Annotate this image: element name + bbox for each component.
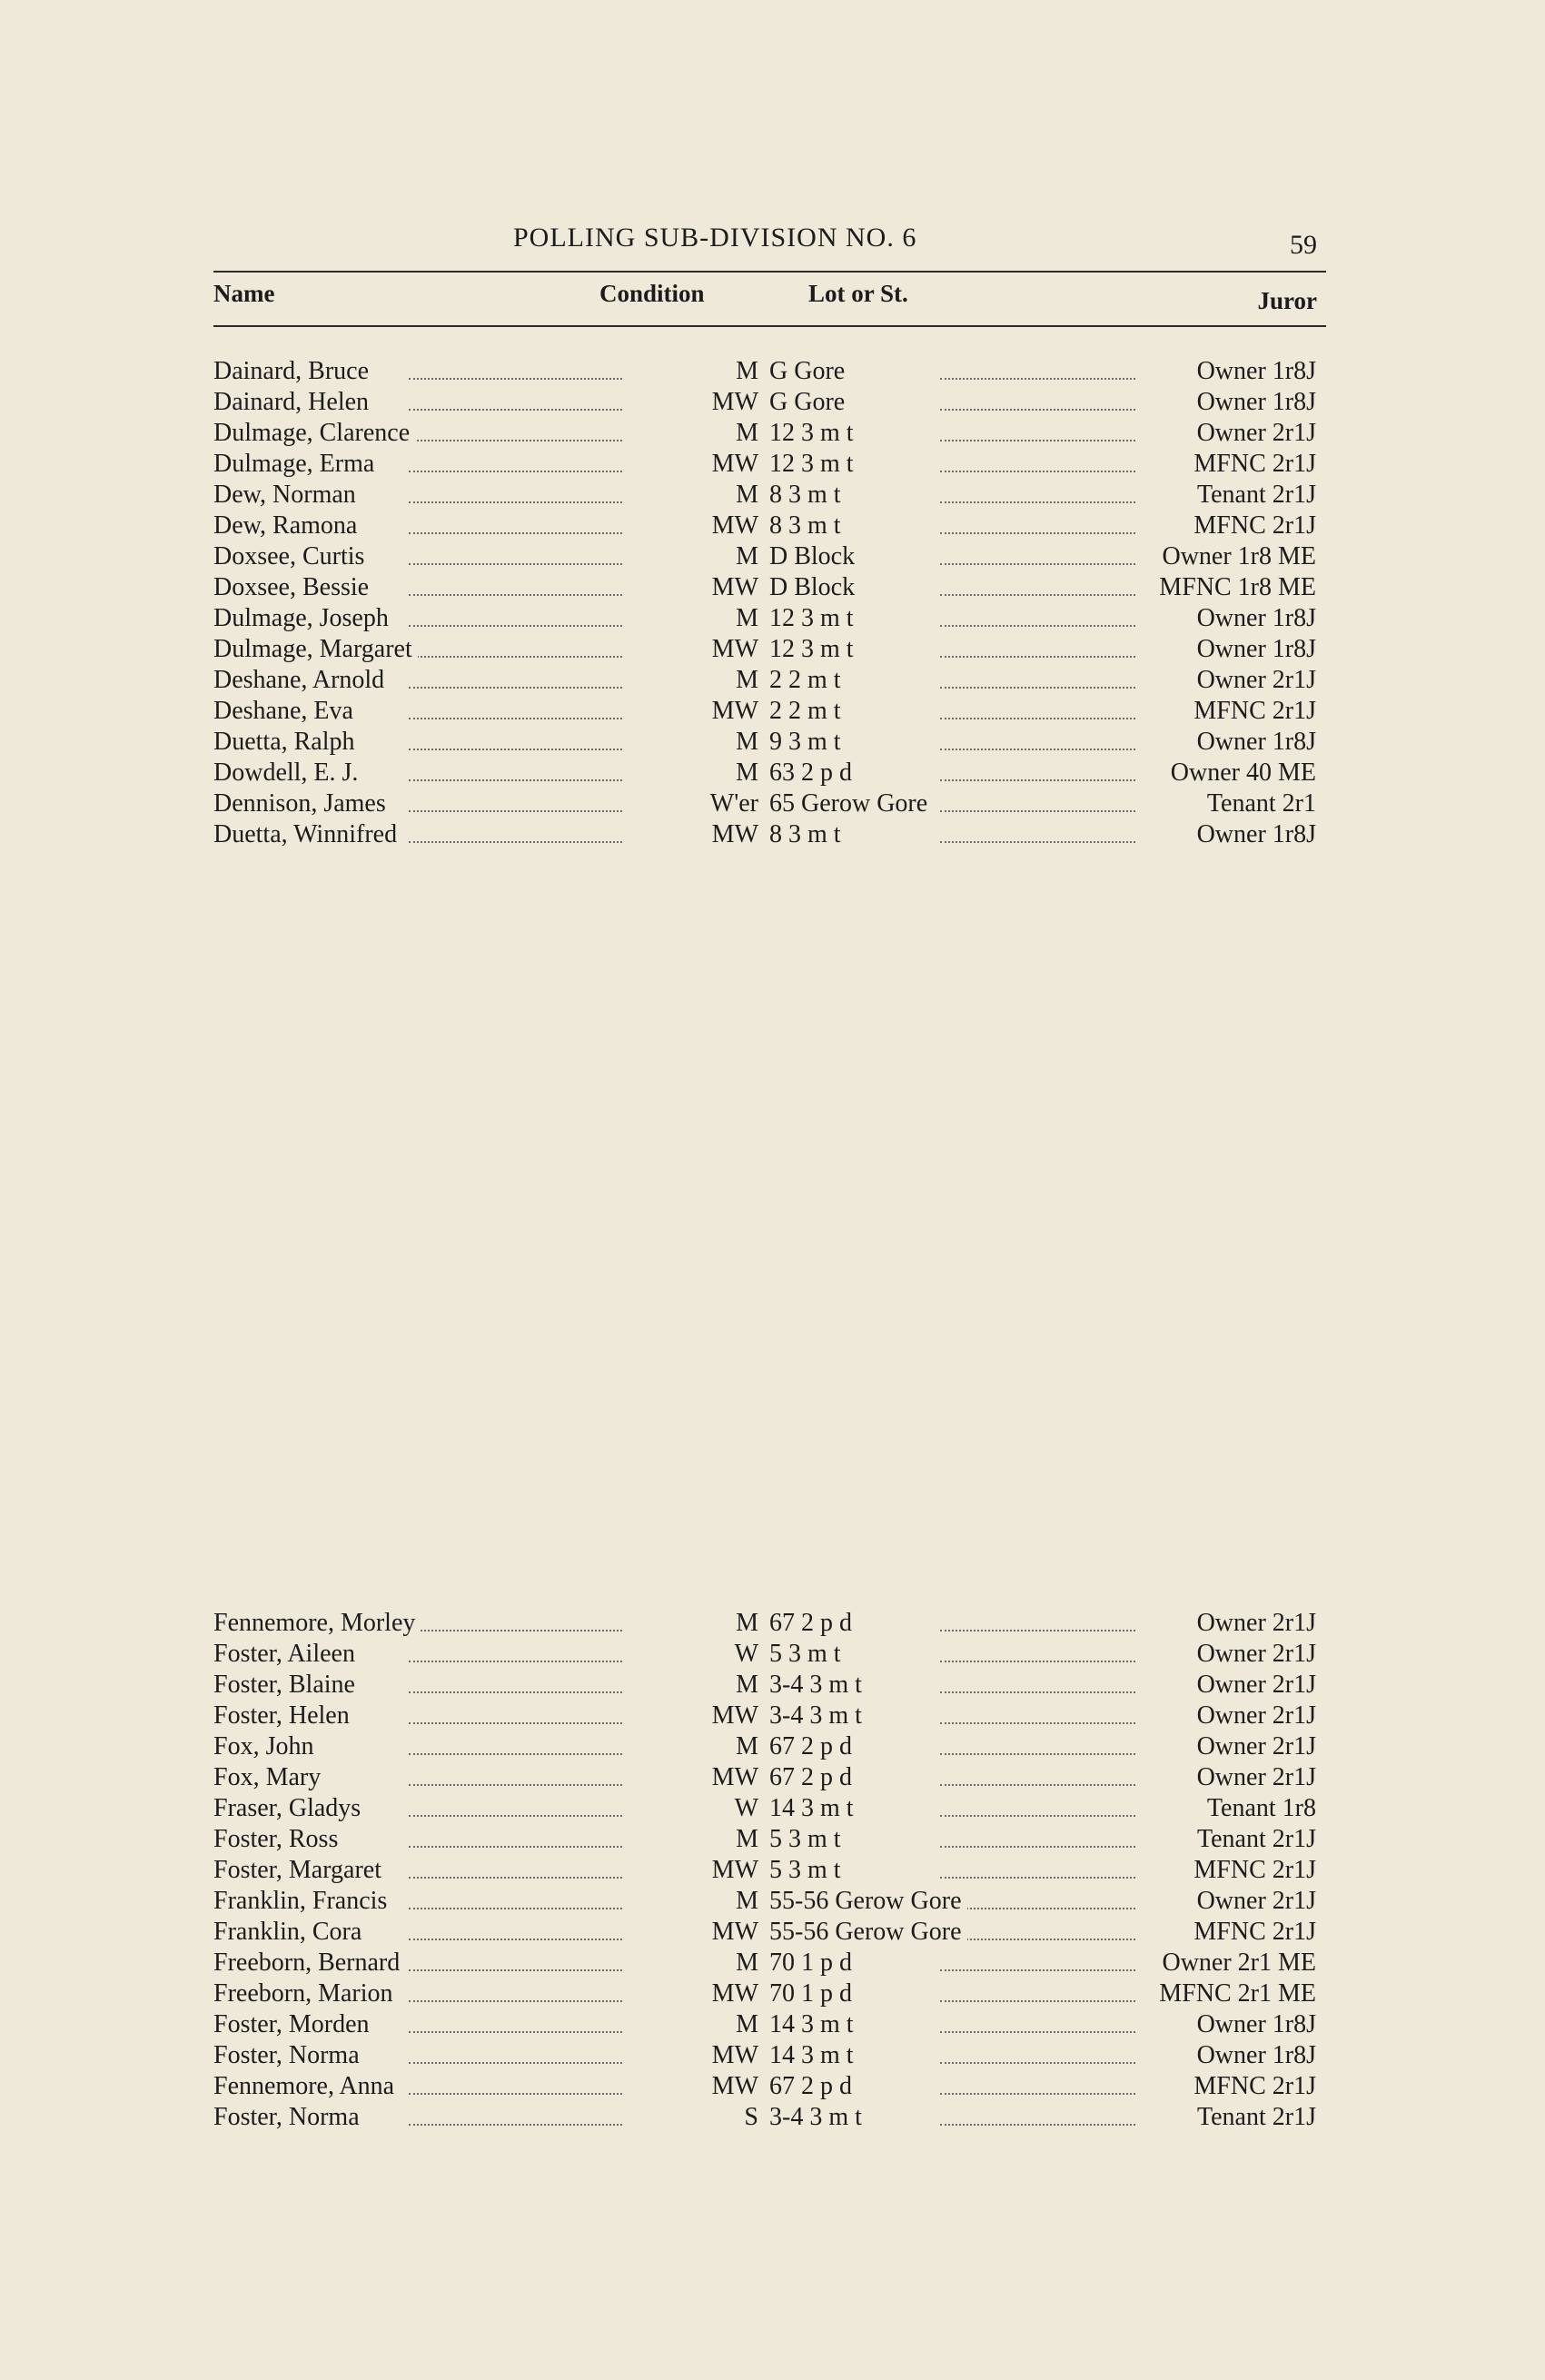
voter-juror: Owner 2r1J (1197, 1701, 1322, 1731)
voter-row (213, 418, 1331, 449)
voter-juror: Owner 1r8 ME (1162, 541, 1322, 572)
voter-name: Franklin, Francis (213, 1886, 392, 1917)
dot-leader (940, 1784, 1135, 1817)
voter-juror: Tenant 2r1J (1197, 1824, 1322, 1855)
voter-juror: Owner 1r8J (1197, 603, 1322, 634)
dot-leader (409, 1908, 622, 1940)
voter-condition: M (649, 1670, 764, 1701)
column-header-name: Name (213, 280, 275, 307)
dot-leader (409, 471, 622, 503)
voter-juror: Owner 2r1J (1197, 418, 1322, 449)
dot-leader (409, 563, 622, 596)
voter-name: Doxsee, Bessie (213, 572, 374, 603)
voter-lot: D Block (769, 572, 860, 603)
dot-leader (409, 2000, 622, 2033)
voter-lot: 5 3 m t (769, 1639, 847, 1670)
voter-juror: Owner 2r1J (1197, 1762, 1322, 1793)
voter-name: Foster, Ross (213, 1824, 343, 1855)
voter-condition: M (649, 1731, 764, 1762)
voter-lot: 12 3 m t (769, 603, 859, 634)
dot-leader (940, 1969, 1135, 2002)
voter-condition: W (649, 1639, 764, 1670)
voter-row (213, 2102, 1331, 2133)
voter-lot: 8 3 m t (769, 480, 847, 511)
dot-leader (409, 378, 622, 411)
voter-condition: MW (649, 2040, 764, 2071)
dot-leader (940, 409, 1135, 441)
voter-condition: MW (649, 634, 764, 665)
voter-lot: 14 3 m t (769, 2040, 859, 2071)
voter-name: Dainard, Helen (213, 387, 374, 418)
dot-leader (940, 1815, 1135, 1848)
voter-condition: W'er (649, 788, 764, 819)
voter-condition: M (649, 480, 764, 511)
voter-row (213, 1762, 1331, 1793)
voter-juror: Owner 2r1 ME (1162, 1948, 1322, 1978)
dot-leader (409, 2062, 622, 2095)
dot-leader (409, 347, 622, 380)
voter-name: Freeborn, Marion (213, 1978, 399, 2009)
dot-leader (409, 1599, 622, 1631)
voter-juror: Owner 1r8J (1197, 727, 1322, 758)
voter-lot: 3-4 3 m t (769, 2102, 867, 2133)
dot-leader (940, 749, 1135, 781)
voter-row (213, 1886, 1331, 1917)
dot-leader (409, 594, 622, 627)
voter-condition: M (649, 1948, 764, 1978)
voter-row (213, 356, 1331, 387)
dot-leader (940, 1908, 1135, 1940)
voter-condition: MW (649, 449, 764, 480)
voter-row (213, 665, 1331, 696)
voter-juror: Owner 40 ME (1171, 758, 1322, 788)
voter-row (213, 727, 1331, 758)
voter-row (213, 480, 1331, 511)
voter-juror: Owner 1r8J (1197, 2040, 1322, 2071)
voter-row (213, 1639, 1331, 1670)
dot-leader (940, 532, 1135, 565)
voter-name: Fennemore, Morley (213, 1608, 421, 1639)
voter-name: Foster, Aileen (213, 1639, 361, 1670)
voter-row (213, 1978, 1331, 2009)
voter-condition: M (649, 603, 764, 634)
dot-leader (940, 440, 1135, 472)
dot-leader (409, 656, 622, 689)
voter-row (213, 1948, 1331, 1978)
voter-juror: Owner 1r8J (1197, 819, 1322, 850)
voter-row (213, 634, 1331, 665)
dot-leader (409, 1691, 622, 1724)
voter-condition: M (649, 541, 764, 572)
voter-condition: M (649, 665, 764, 696)
voter-row (213, 1855, 1331, 1886)
voter-row (213, 696, 1331, 727)
dot-leader (940, 1661, 1135, 1693)
dot-leader (409, 625, 622, 658)
voter-condition: MW (649, 511, 764, 541)
dot-leader (940, 2031, 1135, 2064)
voter-row (213, 1701, 1331, 1731)
voter-name: Fennemore, Anna (213, 2071, 400, 2102)
voter-lot: 14 3 m t (769, 2009, 859, 2040)
page-header (213, 223, 1326, 268)
dot-leader (940, 1846, 1135, 1879)
voter-name: Dew, Norman (213, 480, 361, 511)
voter-row (213, 449, 1331, 480)
dot-leader (409, 1969, 622, 2002)
voter-condition: M (649, 1886, 764, 1917)
voter-juror: Owner 2r1J (1197, 665, 1322, 696)
voter-condition: MW (649, 387, 764, 418)
dot-leader (409, 440, 622, 472)
voter-name: Dulmage, Joseph (213, 603, 394, 634)
voter-row (213, 758, 1331, 788)
dot-leader (940, 779, 1135, 812)
voter-row (213, 1917, 1331, 1948)
dot-leader (940, 501, 1135, 534)
dot-leader (940, 1753, 1135, 1786)
voter-row (213, 603, 1331, 634)
voter-condition: MW (649, 696, 764, 727)
voter-row (213, 1731, 1331, 1762)
dot-leader (409, 687, 622, 719)
voter-row (213, 2040, 1331, 2071)
voter-lot: 8 3 m t (769, 819, 847, 850)
dot-leader (409, 779, 622, 812)
voter-name: Dulmage, Erma (213, 449, 380, 480)
voter-lot: 65 Gerow Gore (769, 788, 933, 819)
voter-lot: 67 2 p d (769, 1762, 857, 1793)
voter-name: Foster, Norma (213, 2040, 365, 2071)
voter-list-f (213, 1608, 1331, 2133)
column-header-rule (213, 325, 1326, 327)
dot-leader (409, 749, 622, 781)
voter-condition: MW (649, 819, 764, 850)
dot-leader (409, 1661, 622, 1693)
voter-condition: MW (649, 1978, 764, 2009)
voter-name: Foster, Blaine (213, 1670, 361, 1701)
voter-juror: MFNC 2r1J (1193, 449, 1322, 480)
voter-lot: 70 1 p d (769, 1948, 857, 1978)
voter-juror: MFNC 2r1J (1193, 1855, 1322, 1886)
column-header-juror: Juror (1257, 287, 1317, 314)
voter-name: Foster, Morden (213, 2009, 375, 2040)
voter-condition: M (649, 727, 764, 758)
voter-condition: MW (649, 1855, 764, 1886)
voter-juror: Owner 1r8J (1197, 2009, 1322, 2040)
voter-lot: G Gore (769, 356, 850, 387)
voter-row (213, 1793, 1331, 1824)
dot-leader (409, 2093, 622, 2126)
voter-juror: Owner 2r1J (1197, 1608, 1322, 1639)
dot-leader (940, 563, 1135, 596)
voter-row (213, 788, 1331, 819)
voter-name: Dulmage, Clarence (213, 418, 415, 449)
header-rule (213, 271, 1326, 273)
voter-condition: M (649, 1824, 764, 1855)
column-header-lot: Lot or St. (808, 280, 908, 307)
dot-leader (409, 1630, 622, 1662)
voter-name: Deshane, Arnold (213, 665, 390, 696)
voter-lot: 67 2 p d (769, 1731, 857, 1762)
voter-lot: 55-56 Gerow Gore (769, 1886, 967, 1917)
voter-name: Foster, Margaret (213, 1855, 387, 1886)
voter-name: Duetta, Winnifred (213, 819, 402, 850)
dot-leader (409, 1939, 622, 1971)
voter-lot: 3-4 3 m t (769, 1701, 867, 1731)
voter-name: Dainard, Bruce (213, 356, 374, 387)
dot-leader (409, 1815, 622, 1848)
voter-juror: MFNC 2r1J (1193, 1917, 1322, 1948)
voter-juror: MFNC 2r1J (1193, 696, 1322, 727)
dot-leader (409, 1753, 622, 1786)
dot-leader (409, 1784, 622, 1817)
dot-leader (940, 471, 1135, 503)
dot-leader (940, 2062, 1135, 2095)
voter-juror: Owner 2r1J (1197, 1731, 1322, 1762)
voter-name: Freeborn, Bernard (213, 1948, 405, 1978)
dot-leader (409, 409, 622, 441)
voter-condition: M (649, 356, 764, 387)
voter-juror: Owner 2r1J (1197, 1670, 1322, 1701)
dot-leader (940, 625, 1135, 658)
dot-leader (940, 2093, 1135, 2126)
dot-leader (409, 1722, 622, 1755)
voter-juror: Owner 2r1J (1197, 1639, 1322, 1670)
dot-leader (940, 1599, 1135, 1631)
voter-juror: MFNC 2r1J (1193, 511, 1322, 541)
voter-juror: Owner 1r8J (1197, 387, 1322, 418)
voter-row (213, 1608, 1331, 1639)
voter-row (213, 387, 1331, 418)
voter-name: Franklin, Cora (213, 1917, 367, 1948)
voter-name: Dennison, James (213, 788, 391, 819)
voter-lot: 67 2 p d (769, 2071, 857, 2102)
voter-lot: 63 2 p d (769, 758, 857, 788)
dot-leader (409, 1846, 622, 1879)
dot-leader (409, 718, 622, 750)
column-headers (213, 280, 1326, 316)
voter-row (213, 511, 1331, 541)
voter-condition: MW (649, 2071, 764, 2102)
dot-leader (940, 687, 1135, 719)
dot-leader (940, 2000, 1135, 2033)
voter-juror: MFNC 2r1 ME (1159, 1978, 1322, 2009)
voter-lot: 12 3 m t (769, 449, 859, 480)
dot-leader (940, 1722, 1135, 1755)
voter-condition: MW (649, 572, 764, 603)
voter-condition: W (649, 1793, 764, 1824)
voter-name: Fraser, Gladys (213, 1793, 366, 1824)
voter-lot: 12 3 m t (769, 634, 859, 665)
dot-leader (940, 378, 1135, 411)
voter-lot: 9 3 m t (769, 727, 847, 758)
voter-name: Dowdell, E. J. (213, 758, 363, 788)
voter-row (213, 572, 1331, 603)
voter-name: Fox, Mary (213, 1762, 326, 1793)
page-number: 59 (1290, 230, 1317, 260)
voter-name: Fox, John (213, 1731, 319, 1762)
dot-leader (940, 1877, 1135, 1909)
column-header-condition: Condition (599, 280, 705, 307)
voter-lot: 70 1 p d (769, 1978, 857, 2009)
voter-row (213, 1670, 1331, 1701)
voter-name: Duetta, Ralph (213, 727, 361, 758)
voter-juror: Tenant 1r8 (1207, 1793, 1322, 1824)
voter-juror: Tenant 2r1J (1197, 2102, 1322, 2133)
voter-row (213, 541, 1331, 572)
voter-condition: M (649, 758, 764, 788)
voter-lot: G Gore (769, 387, 850, 418)
dot-leader (940, 656, 1135, 689)
dot-leader (409, 1877, 622, 1909)
voter-lot: D Block (769, 541, 860, 572)
dot-leader (409, 532, 622, 565)
voter-juror: Owner 1r8J (1197, 634, 1322, 665)
voter-lot: 14 3 m t (769, 1793, 859, 1824)
dot-leader (940, 347, 1135, 380)
voter-lot: 5 3 m t (769, 1855, 847, 1886)
dot-leader (409, 2031, 622, 2064)
voter-condition: M (649, 2009, 764, 2040)
voter-juror: Tenant 2r1J (1197, 480, 1322, 511)
voter-row (213, 1824, 1331, 1855)
dot-leader (940, 718, 1135, 750)
voter-juror: Owner 2r1J (1197, 1886, 1322, 1917)
voter-lot: 12 3 m t (769, 418, 859, 449)
dot-leader (409, 810, 622, 843)
voter-lot: 2 2 m t (769, 696, 847, 727)
voter-condition: M (649, 418, 764, 449)
voter-row (213, 819, 1331, 850)
voter-name: Foster, Helen (213, 1701, 355, 1731)
voter-lot: 55-56 Gerow Gore (769, 1917, 967, 1948)
voter-lot: 8 3 m t (769, 511, 847, 541)
voter-condition: MW (649, 1762, 764, 1793)
voter-juror: MFNC 1r8 ME (1159, 572, 1322, 603)
voter-row (213, 2071, 1331, 2102)
voter-name: Deshane, Eva (213, 696, 359, 727)
voter-condition: MW (649, 1701, 764, 1731)
page-title: POLLING SUB-DIVISION NO. 6 (513, 223, 917, 253)
voter-name: Dew, Ramona (213, 511, 362, 541)
voter-lot: 67 2 p d (769, 1608, 857, 1639)
voter-condition: MW (649, 1917, 764, 1948)
voter-row (213, 2009, 1331, 2040)
dot-leader (940, 1630, 1135, 1662)
voter-lot: 2 2 m t (769, 665, 847, 696)
voter-juror: MFNC 2r1J (1193, 2071, 1322, 2102)
voter-condition: M (649, 1608, 764, 1639)
dot-leader (940, 810, 1135, 843)
voter-name: Doxsee, Curtis (213, 541, 370, 572)
dot-leader (409, 501, 622, 534)
voter-name: Foster, Norma (213, 2102, 365, 2133)
dot-leader (940, 594, 1135, 627)
voter-list-d (213, 356, 1331, 850)
voter-juror: Tenant 2r1 (1207, 788, 1322, 819)
voter-lot: 3-4 3 m t (769, 1670, 867, 1701)
dot-leader (940, 1939, 1135, 1971)
voter-name: Dulmage, Margaret (213, 634, 418, 665)
voter-lot: 5 3 m t (769, 1824, 847, 1855)
voter-condition: S (649, 2102, 764, 2133)
voter-juror: Owner 1r8J (1197, 356, 1322, 387)
dot-leader (940, 1691, 1135, 1724)
